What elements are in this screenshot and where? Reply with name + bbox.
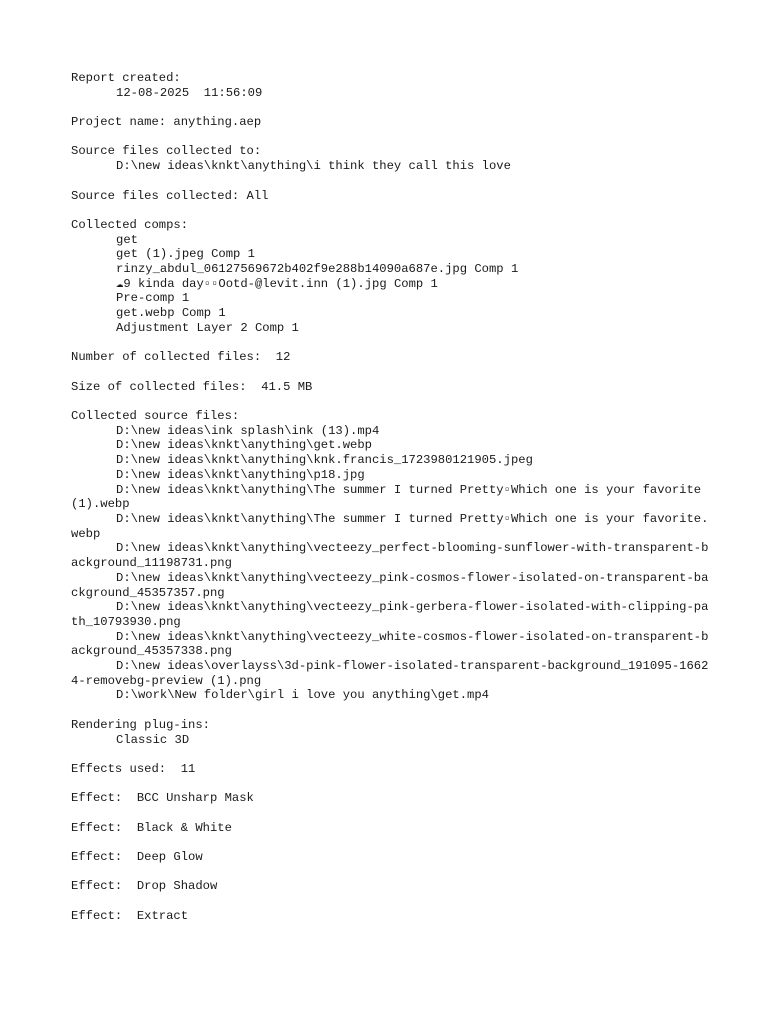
collected-comps-section (71, 218, 711, 336)
effect-block (71, 879, 711, 894)
file-size-line: Size of collected files: 41.5 MB (71, 379, 313, 394)
effect-block (71, 850, 711, 865)
source-file-path: D:\new ideas\knkt\anything\vecteezy_white-cosmos-flower-isolated-on-transparent-background_45357338.png (71, 629, 709, 659)
report-created-section (71, 71, 711, 100)
source-files-section (71, 409, 711, 703)
project-name-section (71, 115, 711, 130)
effect-item: Effect: BCC Unsharp Mask (71, 791, 254, 806)
collected-to-label: Source files collected to: (71, 144, 262, 159)
comp-item: ☁9 kinda day▫▫Ootd-@levit.inn (1).jpg Comp 1 (116, 276, 438, 291)
source-file-path: D:\new ideas\knkt\anything\vecteezy_perfect-blooming-sunflower-with-transparent-background_11198731.png (71, 541, 709, 571)
effect-item: Effect: Drop Shadow (71, 879, 218, 894)
source-file-path: D:\new ideas\knkt\anything\get.webp (116, 438, 372, 453)
report-document (71, 71, 711, 938)
source-file-path: D:\new ideas\overlayss\3d-pink-flower-isolated-transparent-background_191095-16624-removebg-preview (1).png (71, 659, 709, 688)
plugin-item: Classic 3D (116, 732, 190, 747)
file-size-section (71, 380, 711, 395)
source-file-path: D:\new ideas\knkt\anything\vecteezy_pink-cosmos-flower-isolated-on-transparent-background_45357357.png (71, 570, 709, 600)
collected-to-section (71, 144, 711, 173)
source-files-label: Collected source files: (71, 409, 240, 424)
source-file-path: D:\new ideas\knkt\anything\knk.francis_1723980121905.jpeg (116, 453, 533, 468)
plugins-label: Rendering plug-ins: (71, 717, 210, 732)
collected-scope-line: Source files collected: All (71, 188, 269, 203)
collected-scope-section (71, 189, 711, 204)
source-file-path: D:\new ideas\knkt\anything\The summer I turned Pretty▫Which one is your favorite.webp (71, 511, 709, 541)
effect-block (71, 821, 711, 836)
source-file-path: D:\new ideas\knkt\anything\The summer I turned Pretty▫Which one is your favorite (1).webp (71, 482, 702, 512)
effects-used-section (71, 762, 711, 777)
file-count-section (71, 350, 711, 365)
report-created-value: 12-08-2025 11:56:09 (116, 85, 263, 100)
source-file-path: D:\new ideas\knkt\anything\vecteezy_pink-gerbera-flower-isolated-with-clipping-path_10793930.png (71, 600, 709, 629)
comp-item: rinzy_abdul_06127569672b402f9e288b14090a687e.jpg Comp 1 (116, 262, 519, 277)
effect-item: Effect: Extract (71, 908, 189, 923)
comp-item: get.webp Comp 1 (116, 306, 226, 321)
collected-to-path: D:\new ideas\knkt\anything\i think they call this love (116, 159, 511, 174)
effect-item: Effect: Deep Glow (71, 850, 203, 865)
effect-block (71, 791, 711, 806)
file-count-line: Number of collected files: 12 (71, 350, 291, 365)
report-created-label: Report created: (71, 71, 181, 85)
source-file-path: D:\new ideas\ink splash\ink (13).mp4 (116, 423, 380, 438)
effect-item: Effect: Black & White (71, 820, 232, 835)
source-file-path: D:\new ideas\knkt\anything\p18.jpg (116, 467, 365, 482)
project-name-line: Project name: anything.aep (71, 115, 262, 130)
source-file-path: D:\work\New folder\girl i love you anything\get.mp4 (116, 688, 489, 703)
comp-item: get (1).jpeg Comp 1 (116, 247, 255, 262)
collected-comps-label: Collected comps: (71, 217, 189, 232)
plugins-section (71, 718, 711, 747)
effects-used-line: Effects used: 11 (71, 761, 196, 776)
effect-block (71, 909, 711, 924)
comp-item: get (116, 232, 138, 247)
comp-item: Adjustment Layer 2 Comp 1 (116, 320, 299, 335)
comp-item: Pre-comp 1 (116, 291, 190, 306)
